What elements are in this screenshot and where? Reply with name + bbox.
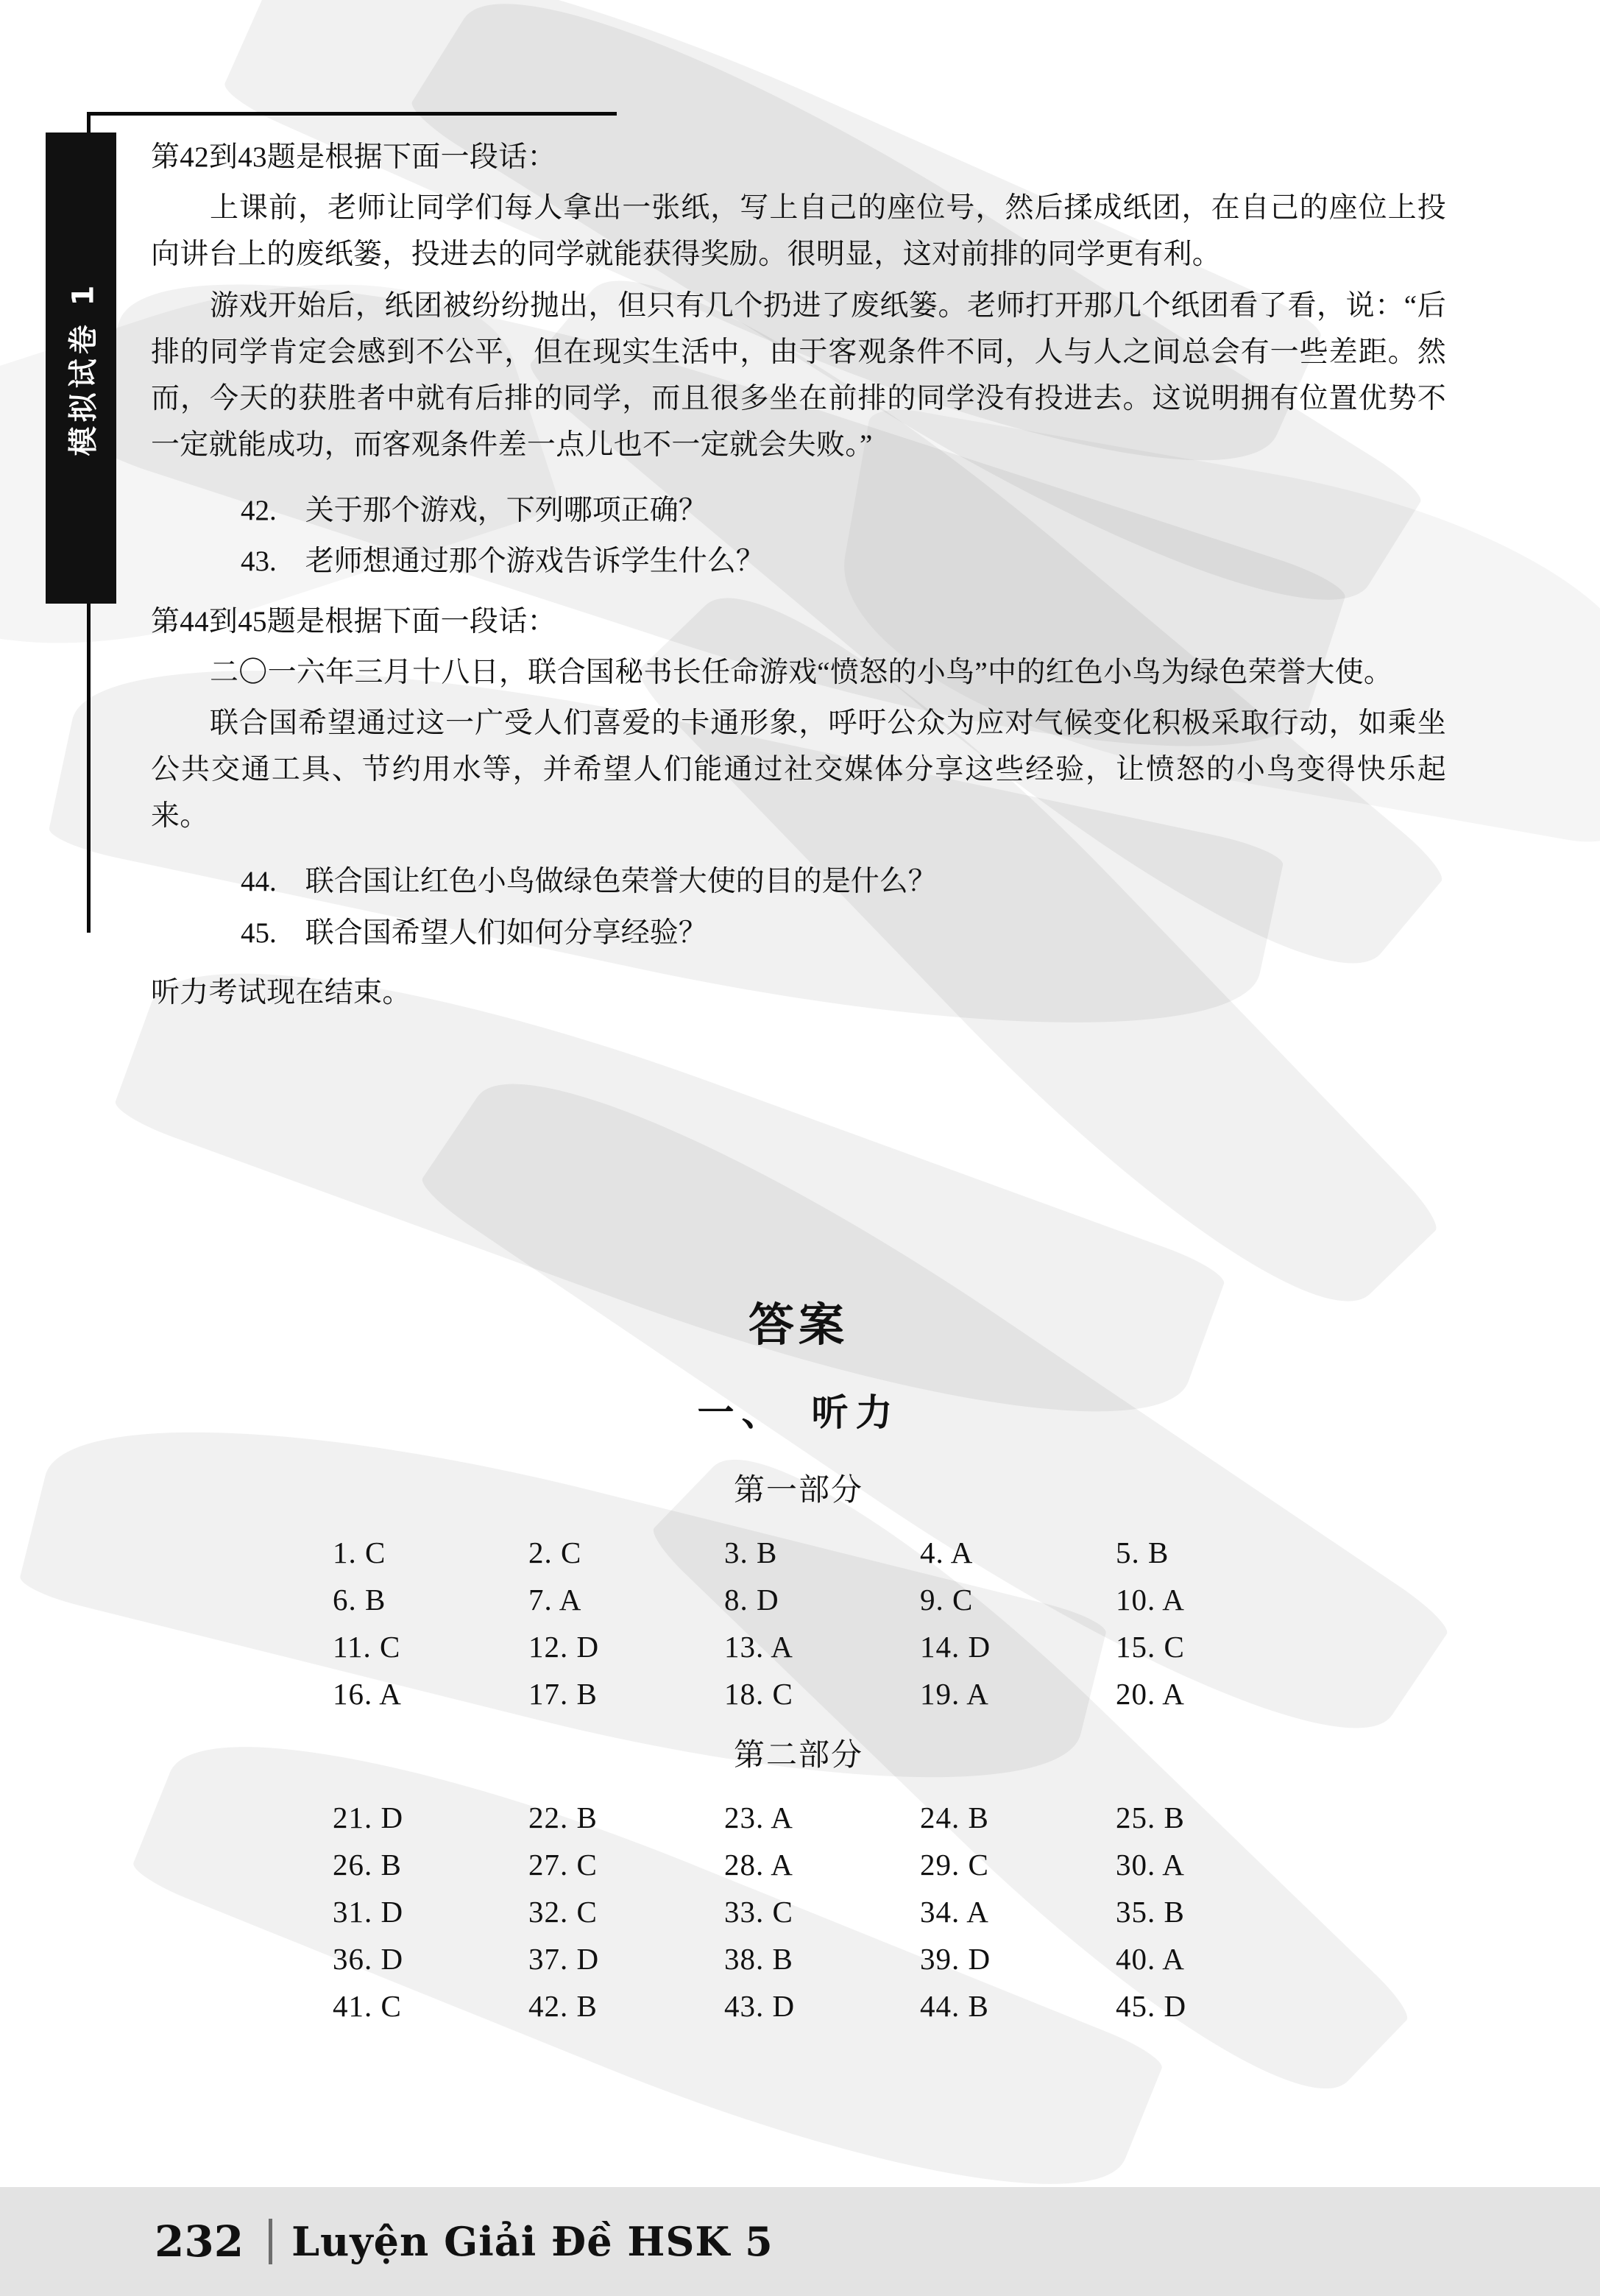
answer-item: 38. B [724, 1942, 793, 1976]
answer-key-section-listening: 一、 听力 [697, 1391, 900, 1434]
answer-item: 15. C [1116, 1630, 1185, 1664]
question-45: 45. 联合国希望人们如何分享经验？ [241, 916, 707, 949]
paragraph-intro-42-43: 第42到43题是根据下面一段话： [151, 141, 556, 173]
answer-item: 11. C [333, 1630, 401, 1664]
answer-item: 29. C [920, 1848, 989, 1882]
corner-rule-horizontal [87, 112, 617, 116]
closing-line: 听力考试现在结束。 [151, 976, 411, 1009]
answer-key-title: 答案 [748, 1298, 849, 1352]
answer-item: 17. B [528, 1677, 598, 1711]
spacer [151, 959, 1446, 969]
answer-item: 43. D [724, 1989, 796, 2023]
paragraph-story-4: 联合国希望通过这一广受人们喜爱的卡通形象，呼吁公众为应对气候变化积极采取行动，如乘坐公共交通工具、节约用水等，并希望人们能通过社交媒体分享这些经验，让愤怒的小鸟变得快乐起来。 [151, 707, 1446, 833]
answer-item: 30. A [1116, 1848, 1185, 1882]
question-44: 44. 联合国让红色小鸟做绿色荣誉大使的目的是什么？ [241, 866, 937, 898]
page-number: 232 [155, 2216, 244, 2267]
answer-item: 26. B [333, 1848, 402, 1882]
answer-item: 7. A [528, 1583, 582, 1617]
answer-item: 28. A [724, 1848, 793, 1882]
answer-item: 37. D [528, 1942, 600, 1976]
answer-item: 32. C [528, 1895, 598, 1929]
answer-part-1-label: 第一部分 [733, 1474, 863, 1508]
paragraph-story-2: 游戏开始后，纸团被纷纷抛出，但只有几个扔进了废纸篓。老师打开那几个纸团看了看，说：“后排的同学肯定会感到不公平，但在现实生活中，由于客观条件不同，人与人之间总会有一些差距。然而，今天的获胜者中就有后排的同学，而且很多坐在前排的同学没有投进去。这说明拥有位置优势不一定就能成功，而客观条件差一点儿也不一定就会失败。” [151, 289, 1446, 462]
answer-grid-part-2 [302, 1800, 1295, 2024]
chapter-tab [46, 133, 116, 604]
answer-item: 10. A [1116, 1583, 1185, 1617]
answer-item: 12. D [528, 1630, 600, 1664]
answer-item: 40. A [1116, 1942, 1185, 1976]
answer-item: 42. B [528, 1989, 598, 2023]
answer-item: 19. A [920, 1677, 989, 1711]
answer-item: 21. D [333, 1801, 404, 1834]
answer-item: 22. B [528, 1801, 598, 1834]
book-title: Luyện Giải Đề HSK 5 [291, 2218, 774, 2265]
spacer [151, 473, 1446, 483]
answer-item: 5. B [1116, 1536, 1169, 1569]
answer-grid-part-1 [302, 1535, 1295, 1712]
answer-item: 9. C [920, 1583, 974, 1617]
answer-part-2-label: 第二部分 [733, 1739, 863, 1773]
spacer [151, 844, 1446, 854]
answer-item: 23. A [724, 1801, 793, 1834]
paragraph-story-3: 二〇一六年三月十八日，联合国秘书长任命游戏“愤怒的小鸟”中的红色小鸟为绿色荣誉大使。 [210, 656, 1393, 688]
answer-item: 39. D [920, 1942, 991, 1976]
chapter-tab-label: 模拟试卷 1 [66, 280, 101, 456]
answer-item: 6. B [333, 1583, 386, 1617]
question-43: 43. 老师想通过那个游戏告诉学生什么？ [241, 545, 765, 578]
question-42: 42. 关于那个游戏，下列哪项正确？ [241, 495, 707, 527]
answer-item: 2. C [528, 1536, 582, 1569]
answer-item: 4. A [920, 1536, 974, 1569]
paragraph-story-1: 上课前，老师让同学们每人拿出一张纸，写上自己的座位号，然后揉成纸团，在自己的座位上投向讲台上的废纸篓，投进去的同学就能获得奖励。很明显，这对前排的同学更有利。 [151, 192, 1446, 271]
answer-item: 3. B [724, 1536, 778, 1569]
answer-item: 41. C [333, 1989, 402, 2023]
answer-item: 44. B [920, 1989, 989, 2023]
footer [0, 2187, 1600, 2296]
answer-item: 13. A [724, 1630, 793, 1664]
answer-item: 45. D [1116, 1989, 1187, 2023]
answer-item: 36. D [333, 1942, 404, 1976]
transcript-content [151, 134, 1446, 1020]
answer-item: 33. C [724, 1895, 793, 1929]
spacer [151, 588, 1446, 598]
answer-item: 25. B [1116, 1801, 1185, 1834]
answer-item: 24. B [920, 1801, 989, 1834]
answer-item: 20. A [1116, 1677, 1185, 1711]
answer-key-section [151, 1274, 1446, 2043]
answer-item: 35. B [1116, 1895, 1185, 1929]
footer-divider [269, 2219, 272, 2264]
answer-item: 8. D [724, 1583, 779, 1617]
answer-item: 27. C [528, 1848, 598, 1882]
answer-item: 14. D [920, 1630, 991, 1664]
paragraph-intro-44-45: 第44到45题是根据下面一段话： [151, 605, 556, 637]
answer-item: 18. C [724, 1677, 793, 1711]
answer-item: 1. C [333, 1536, 386, 1569]
answer-item: 16. A [333, 1677, 402, 1711]
answer-item: 31. D [333, 1895, 404, 1929]
answer-item: 34. A [920, 1895, 989, 1929]
